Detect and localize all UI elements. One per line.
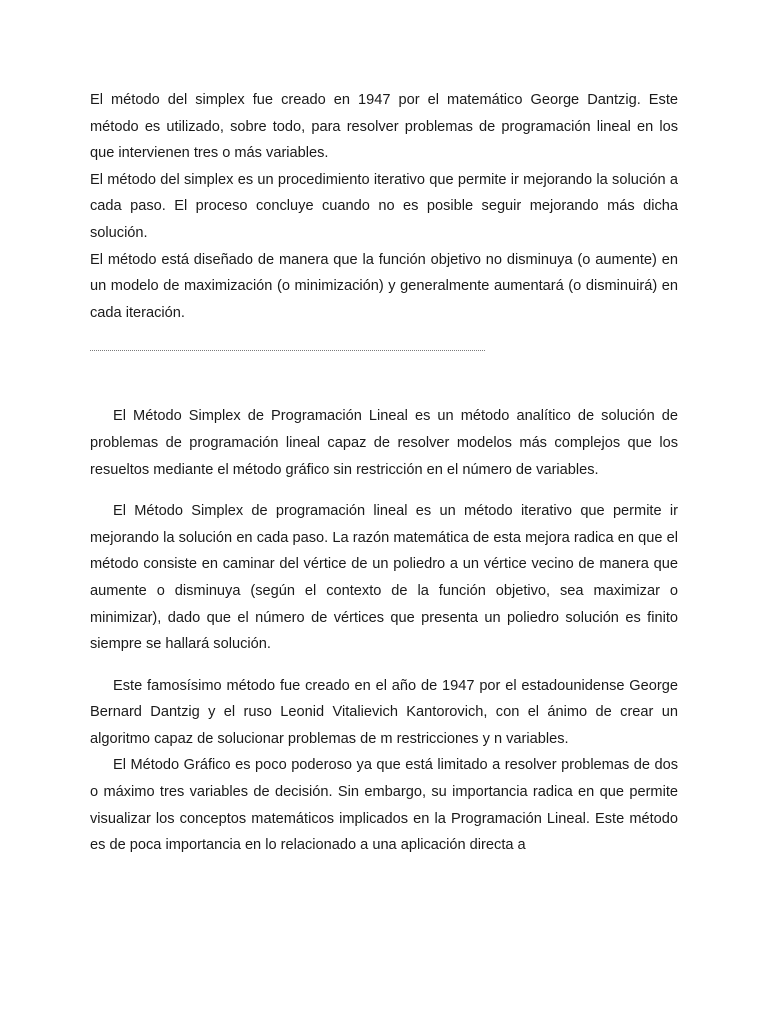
intro-paragraph-3: El método está diseñado de manera que la función objetivo no disminuya (o aumente) en un modelo de maximización (o minimización) y generalmente aumentará (o disminuirá) en cada iteración. xyxy=(90,251,678,321)
body-paragraph-1: El Método Simplex de Programación Lineal es un método analítico de solución de problemas de programación lineal capaz de resolver modelos más complejos que los resueltos mediante el método gráfico sin restricción en el número de variables. xyxy=(90,408,678,478)
intro-paragraph-2: El método del simplex es un procedimiento iterativo que permite ir mejorando la solución a cada paso. El proceso concluye cuando no es posible seguir mejorando más dicha solución. xyxy=(90,171,678,241)
body-paragraph-2: El Método Simplex de programación lineal es un método iterativo que permite ir mejorando la solución en cada paso. La razón matemática de esta mejora radica en que el método consiste en caminar del vértice de un poliedro a un vértice vecino de manera que aumente o disminuya (según el contexto de la función objetivo, sea maximizar o minimizar), dado que el número de vértices que presenta un poliedro solución es finito siempre se hallará solución. xyxy=(90,503,678,653)
body-section xyxy=(90,403,678,859)
intro-section xyxy=(90,87,678,326)
body-paragraph-4: El Método Gráfico es poco poderoso ya que está limitado a resolver problemas de dos o máximo tres variables de decisión. Sin embargo, su importancia radica en que permite visualizar los conceptos matemáticos implicados en la Programación Lineal. Este método es de poca importancia en lo relacionado a una aplicación directa a xyxy=(90,757,678,854)
body-paragraph-3: Este famosísimo método fue creado en el año de 1947 por el estadounidense George Bernard Dantzig y el ruso Leonid Vitalievich Kantorovich, con el ánimo de crear un algoritmo capaz de solucionar problemas de m restricciones y n variables. xyxy=(90,677,678,747)
intro-paragraph-1: El método del simplex fue creado en 1947 por el matemático George Dantzig. Este método es utilizado, sobre todo, para resolver problemas de programación lineal en los que intervienen tres o más variables. xyxy=(90,92,678,162)
